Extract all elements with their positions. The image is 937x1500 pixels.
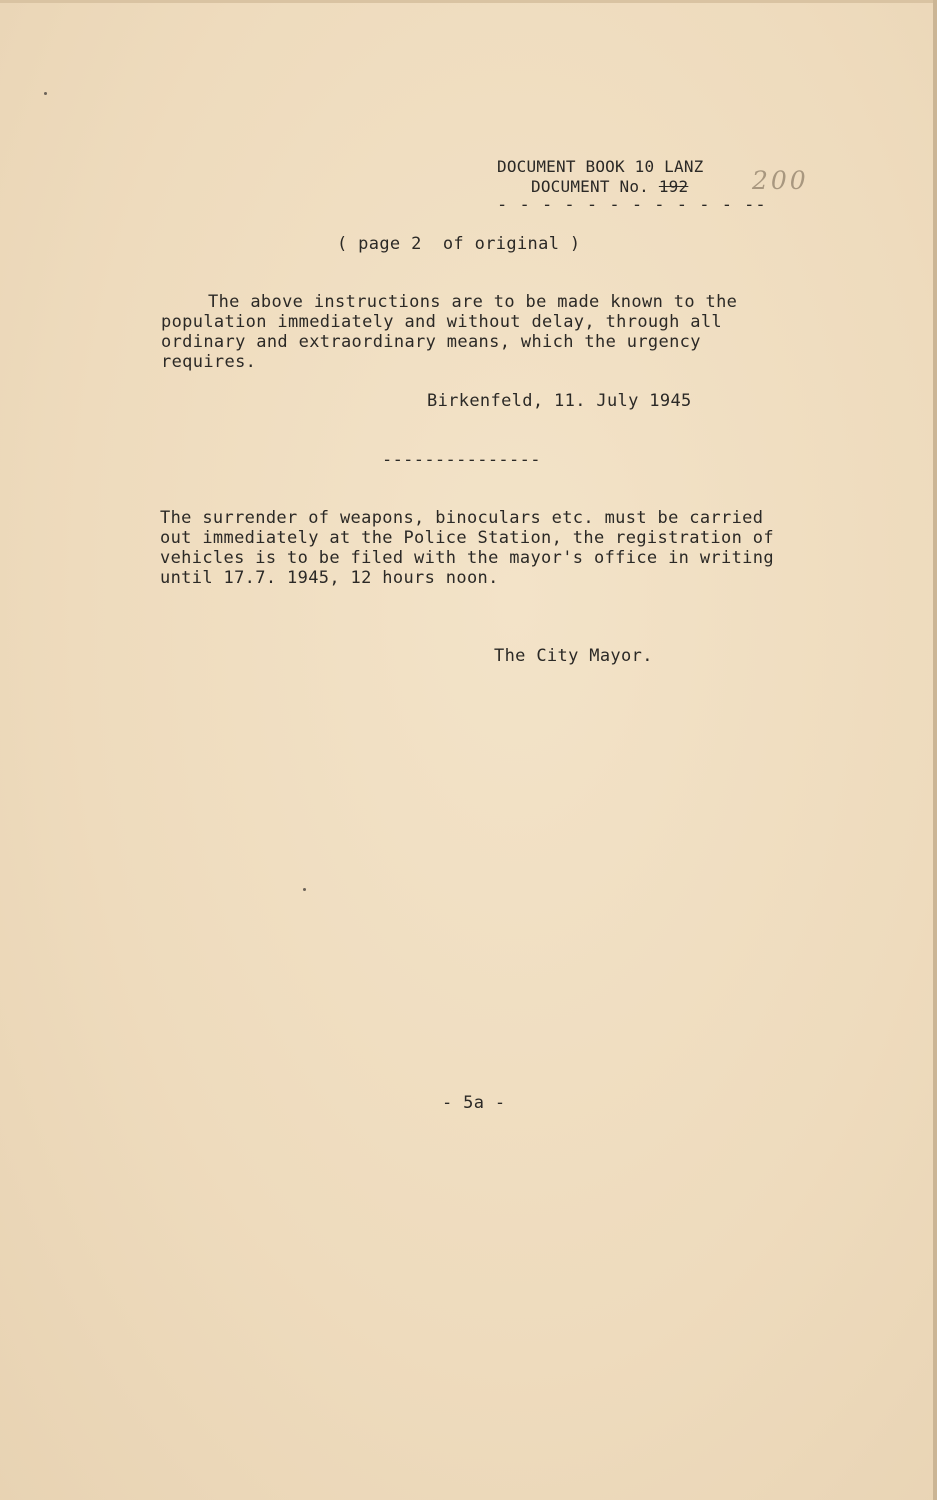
paper-speck (303, 888, 306, 891)
document-number-line (531, 177, 688, 197)
paragraph-line: The surrender of weapons, binoculars etc. must be carried (160, 508, 764, 528)
document-number-prefix: DOCUMENT No. (531, 177, 649, 196)
page-of-original-note: ( page 2 of original ) (337, 234, 581, 254)
paragraph-line: ordinary and extraordinary means, which the urgency (161, 332, 701, 352)
page-number: - 5a - (442, 1093, 506, 1113)
paper-speck (44, 92, 47, 95)
place-date: Birkenfeld, 11. July 1945 (427, 391, 692, 411)
section-separator: --------------- (382, 450, 541, 470)
paragraph-line: until 17.7. 1945, 12 hours noon. (160, 568, 499, 588)
signature: The City Mayor. (494, 646, 653, 666)
paragraph-line: vehicles is to be filed with the mayor's office in writing (160, 548, 774, 568)
handwritten-document-number: 200 (752, 166, 809, 195)
paper-top-edge (0, 0, 937, 3)
paragraph-line: The above instructions are to be made known to the (208, 292, 738, 312)
paragraph-line: requires. (161, 352, 257, 372)
header-dashed-rule: - - - - - - - - - - - -- (497, 195, 767, 215)
document-book-label: DOCUMENT BOOK 10 LANZ (497, 157, 704, 176)
document-old-number: 192 (658, 177, 689, 196)
paragraph-line: population immediately and without delay, through all (161, 312, 722, 332)
paragraph-line: out immediately at the Police Station, the registration of (160, 528, 774, 548)
paper-right-edge (933, 0, 937, 1500)
